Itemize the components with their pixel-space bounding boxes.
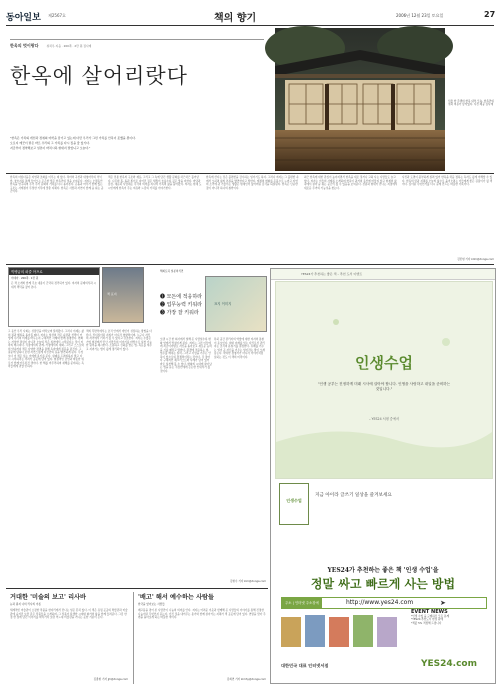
ad-title: 인생수업: [355, 354, 413, 372]
bottom-rule: [6, 588, 268, 589]
ad-book-cover[interactable]: 인생수업: [279, 483, 309, 525]
section-rule: [6, 264, 494, 265]
issue-number: 제2567호: [48, 13, 66, 18]
ad-event-box: EVENT NEWS *인생 수업 을 구매하신 모든 분께 *YES24 추천도서 한정 판매 *책값 5% 적립해 드립니다: [411, 609, 449, 625]
left-box-body: 은 책 소개와 함께 주요 내용이 간략히 정리되어 있다. 저자의 문제의식과 시대적 맥락을 짚어 본다.: [11, 282, 97, 289]
feature-headline: 한옥에 살어리랏다: [10, 64, 188, 88]
bottom-right-byline: 김희연 기자 kimhy@donga.com: [226, 678, 266, 681]
feature-lede: "한옥은 기치의 개선과 정취의 미학을 담기고 있는데 다만 우리가 그런 가치를 안목이 못했을 뿐이다. 오로지 깨끗이 맑은 바르 우리의 그 가치를 다시 짚을 줄 있기다. 지금부터 정착해보고 일본이 바치시하 현대지 말았니고 오늘다.": [10, 136, 136, 150]
bullet-1: ❶ 모든에 적응하라: [160, 294, 202, 300]
ad-banner-big: 정말 싸고 빠르게 사는 방법: [310, 577, 456, 591]
feature-byline: 김민현 기자 kdm@donga.com: [457, 258, 494, 261]
center-bullets: [160, 293, 220, 317]
issue-date: 2006년 12월 23일 토요일: [396, 13, 444, 18]
section-title: 책의 향기: [214, 13, 257, 24]
left-box-sub: 이데아 · 200쪽 · 1만 원: [11, 277, 39, 280]
newspaper-logo: 동아일보: [6, 13, 41, 23]
photo-caption: 서울 한 주택의 한옥 내부 모습. 한옥만의 멋과 여유가 담겨있다. 사진 제공 집사재: [448, 100, 494, 107]
ad-logo[interactable]: YES24.com: [421, 659, 477, 669]
masthead: [6, 10, 494, 24]
left-review-body-b: 책의 후반부에서는 조직 안에서 개인이 성장하는 방법을 다룬다. 리더십이란 지위가 아니라 영향력이며, 누구나 자신의 자리에서 리더가 될 수 있다고 강조한다. 저자는 수많은 기업 현장에서 만난 사람들의 이야기를 바탕으로 실천 가능한 원칙을 제시한다. 소통하고 신뢰를 쌓는 법, 목표를 세우고 지켜가는 법이 쉽게 정리되어 있다.: [86, 330, 152, 351]
yes24-ad[interactable]: [270, 268, 496, 684]
kicker-rule: [10, 39, 264, 40]
hanok-photo: [275, 28, 445, 171]
page-number: 27: [484, 10, 496, 19]
bullet-2: ❷ 업무능력 키워라: [160, 302, 202, 308]
ad-quote: "인생 공부는 진정하게 미래 시사에 살아야 합니다. 인생을 사랑하고 내일을 준비하는 것입니다.": [317, 382, 451, 392]
feature-body-col2: 책은 전통 한옥의 구조와 재료, 그리고 그 속에 담긴 생활 문화를 차근차근 풀어낸다. 나무와 흙, 돌과 종이로 지어진 집은 세월이 흐를수록 깊은 맛을 더한다. 마당과 담장, 대문과 사랑채는 각각의 의미를 지니며 가족의 삶을 품어왔다. 저자는 현대 도시인에게 한옥이 주는 여유와 느림의 가치를 이야기한다.: [108, 176, 202, 190]
masthead-rule: [6, 25, 494, 26]
feature-body-col5: 사진과 도면이 풍부하게 실려 있어 한옥을 처음 접하는 독자도 쉽게 이해할 수 있다. 한옥의 멋과 지혜를 오늘의 삶으로 옮겨오려는 이들에게 좋은 길잡이가 될 책이다. 집이란 무엇인가를 다시 묻게 만드는 따뜻한 기록이다.: [402, 176, 493, 186]
center-heading-label: 해외토픽 일분의식견: [160, 270, 184, 273]
ad-banner-small: YES24가 추천하는 좋은 책 '인생 수업'을: [327, 567, 439, 574]
hanok-illustration: [275, 28, 445, 171]
center-body-a: 오랜 시간 한 회사에서 일해 온 사람일수록 변화 앞에서 망설이게 된다. 저자는 그런 이들에게 지금이야말로 자신을 돌아보고 새로운 능력을 기를 때라고 말한다. 환경에 적응하는 힘, 업무를 해내는 실력, 그리고 사람을 키우는 안목이 앞으로의 경쟁력이라는 것이다. 각 장마다 구체적인 체크리스트와 사례가 담겨 있어 바로 실천해 볼 수 있다. 변화의 시대에 살아남는 법을 묻는 직장인에게 든든한 안내서가 될 것이다.: [160, 338, 212, 373]
ad-tag: YES24가 추천하는 좋은 책 – 추천 도서 이벤트: [271, 269, 495, 280]
ad-address-label: 주소 | 인터넷 주소창에: [282, 598, 322, 608]
bottom-left-byline: 김종현 기자 jjh@donga.com: [93, 678, 128, 681]
left-box-header: 빅뱅급의 퍼즐 아프로: [9, 268, 99, 275]
ad-hero-art: [276, 282, 492, 478]
ad-hero: [275, 281, 493, 479]
feature-body-col1: 한옥의 아름다움은 자연과 조화를 이루는 데 있다. 처마의 곡선과 대청마루의 넉넉함, 창호지를 통해 들어오는 은은한 빛은 한옥만의 멋을 보여준다. 저자는 오랫동안 한옥을 연구하며 우리 주거 문화의 가치를 다시 돌아본다. 온돌과 마루가 함께 있는 구조는 사계절이 뚜렷한 기후에 맞춘 지혜다. 한옥은 사람과 자연이 함께 숨 쉬는 공간이다.: [10, 176, 104, 193]
ad-mid: [275, 481, 491, 541]
center-book-cover: 표지 이미지: [205, 276, 267, 332]
bottom-right-body: 배고픔을 겪어 본 사람만이 나눔의 의미를 안다. 저자는 어려운 이웃과 함께해 온 사람들의 이야기를 통해 진정한 나눔이란 무엇인지 묻는다. 가진 것을 내어주는 용기와 함께 살아가는 지혜가 책 곳곳에 담겨 있다. 연말을 맞아 주변을 돌아보게 하는 따뜻한 책이다.: [138, 609, 266, 619]
bullet-3: ❸ 가장 잘 키워라: [160, 310, 199, 316]
ad-quote-source: – YES24 서평 중에서: [368, 417, 400, 421]
feature-rule: [6, 173, 494, 174]
feature-body-col3: 한옥에 산다는 것은 불편함을 감수하는 일이기도 하다. 그러나 저자는 그 불편함 속에서 오히려 삶의 본질을 발견한다고 말한다. 계절의 변화를 온몸으로 느끼고 자연의 소리에 귀 기울이는 생활은 현대인이 잃어버린 감각을 되살린다. 한옥은 단순한 집이 아니라 하나의 철학이다.: [206, 176, 299, 190]
feature-kicker: 한옥의 멋이랑다 위치우 지음 · 200쪽 · 2만 원·집사재: [10, 43, 92, 48]
feature-kicker-meta: 위치우 지음 · 200쪽 · 2만 원·집사재: [46, 44, 92, 48]
ad-url[interactable]: http://www.yes24.com: [346, 599, 414, 606]
bottom-left-body: 세계적인 미술관이 소장한 작품을 한자리에서 만나는 일은 흔치 않다. 이 책은 유럽 곳곳의 박물관과 미술관에 숨겨진 보물 같은 작품들을 소개하며, 그 작품이 탄생한 시대와 화가의 삶을 함께 들려준다. 그림 한 점 한 점에 담긴 이야기를 따라가다 보면 어느새 미술관을 거니는 듯한 기분이 든다.: [10, 609, 128, 619]
ad-promo-mid: 지금 아이라 글쓰기 일상을 즐겨보세요: [315, 493, 392, 498]
left-review-body-a: 그 동안 우리 사회는 성장만을 바라보며 달려왔다. 그러나 이제는 삶의 질과 행복을 돌아볼 때다. 저자는 일상의 작은 습관과 선택이 어떻게 우리의 미래를 바꾸는지 구체적인 사례와 함께 설명한다. 변화는 거창한 결심이 아니라 오늘의 작은 실천에서 시작된다는 것이 저자의 메시지다. 직장에서의 관계, 가정에서의 대화, 그리고 스스로와의 약속까지 책은 다양한 장면을 통해 독자에게 질문을 던진다. 그 질문에 답하다 보면 자연스럽게 자신만의 길을 발견하게 된다. 무엇보다 이 책은 읽는 이에게 용기를 준다. 실패를 두려워하지 말고 다시 시작하라는 격려가 곳곳에 담겨 있다. 현실적인 조언과 따뜻한 위로가 함께 어우러진 책이다. 한 해를 마무리하며 새해를 준비하는 독자들에게 권할 만하다.: [8, 330, 84, 368]
cursor-icon: ➤: [440, 599, 446, 607]
ad-books-row: [281, 611, 405, 651]
bottom-right-kicker: 한국을 앞아보는 사람들: [138, 603, 165, 606]
center-body-b: 특히 중간 관리자의 역할에 대한 저자의 통찰이 돋보인다. 위와 아래를 잇는 다리로서 관리자는 조직의 분위기를 결정한다. 후배를 키우는 일이 곧 자신을 키우는 일이라는 말이 오래 남는다. 딱딱한 경영서가 아니라 이야기처럼 읽히는 것도 이 책의 미덕이다.: [214, 338, 266, 359]
bottom-left-kicker: 눈과 뭐지 나의 리사의 이름: [10, 603, 41, 606]
ad-url-box[interactable]: [281, 597, 487, 609]
ad-footer-text: 대한민국 대표 인터넷서점: [281, 663, 329, 668]
left-review-box: [8, 267, 100, 327]
feature-body-col4: 최근 한옥에 대한 관심이 높아지면서 한옥을 새로 짓거나 고쳐 사는 사람들도 늘고 있다. 저자는 이들의 사례를 소개하며 한옥이 과거의 유산에 머물지 않고 현재의 삶 속에서 살아 숨 쉬는 공간이 될 수 있음을 보여준다. 전통과 현대가 만나는 지점에서 새로운 주거의 가능성을 찾는다.: [304, 176, 399, 190]
left-box-cover: 책 표지: [102, 267, 144, 323]
center-byline: 김현수 기자 kim@donga.com: [230, 580, 266, 583]
bottom-left-headline: 거대한 '미술의 보고' 리사바: [10, 594, 86, 601]
bottom-divider: [133, 592, 134, 684]
bottom-right-headline: '배고' 해서 예수하는 사람들: [138, 594, 214, 601]
